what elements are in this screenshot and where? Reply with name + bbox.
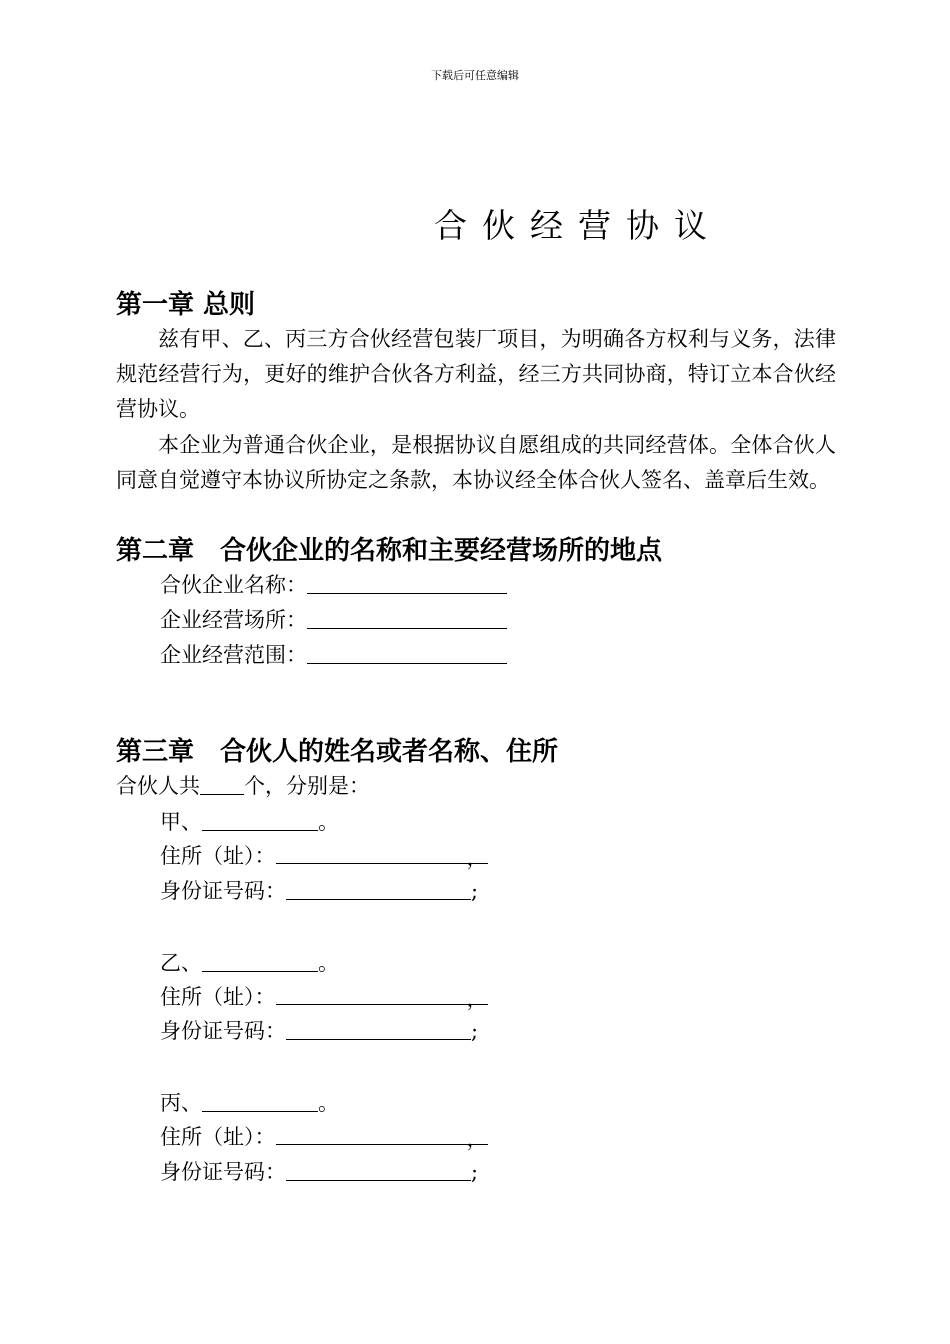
partner-a-label: 甲、 — [160, 810, 202, 834]
partner-b-address-label: 住所（址）： — [160, 985, 276, 1009]
partner-b-end: 。 — [318, 951, 339, 975]
partner-count-suffix: 个，分别是： — [244, 774, 370, 798]
partner-c-label: 丙、 — [160, 1091, 202, 1115]
partner-b-address-field[interactable] — [276, 984, 488, 1011]
partner-a-end: 。 — [318, 810, 339, 834]
partner-b-label: 乙、 — [160, 951, 202, 975]
business-place-field[interactable] — [307, 608, 507, 629]
partner-count-field[interactable] — [200, 774, 244, 795]
business-scope-field[interactable] — [307, 643, 507, 664]
chapter3-heading: 第三章 合伙人的姓名或者名称、住所 — [116, 737, 559, 767]
business-place-label: 企业经营场所： — [160, 608, 307, 632]
partner-c-name-field[interactable] — [202, 1091, 318, 1112]
enterprise-name-row — [160, 570, 507, 600]
chapter1-heading: 第一章 总则 — [116, 290, 256, 320]
partner-b-name-field[interactable] — [202, 951, 318, 972]
partner-b-id-row — [160, 1016, 478, 1046]
business-scope-label: 企业经营范围： — [160, 643, 307, 667]
partner-c-id-end: ; — [471, 1160, 479, 1184]
partner-a-id-label: 身份证号码： — [160, 879, 286, 903]
business-scope-row — [160, 640, 507, 670]
partner-a-name-field[interactable] — [202, 810, 318, 831]
partner-a-id-field[interactable] — [286, 879, 471, 900]
chapter2-heading: 第二章 合伙企业的名称和主要经营场所的地点 — [116, 536, 663, 566]
partner-b-id-field[interactable] — [286, 1019, 471, 1040]
partner-a-address-label: 住所（址）： — [160, 844, 276, 868]
partner-a-address-field[interactable] — [276, 843, 488, 870]
partner-b-name-row — [160, 948, 339, 978]
partner-count-prefix: 合伙人共 — [116, 774, 200, 798]
enterprise-name-label: 合伙企业名称： — [160, 573, 307, 597]
partner-a-name-row — [160, 807, 339, 837]
partner-b-id-label: 身份证号码： — [160, 1019, 286, 1043]
business-place-row — [160, 605, 507, 635]
partner-c-id-label: 身份证号码： — [160, 1160, 286, 1184]
enterprise-name-field[interactable] — [307, 573, 507, 594]
partner-c-id-row — [160, 1157, 478, 1187]
partner-c-address-end: ， — [466, 1127, 488, 1151]
partner-c-address-label: 住所（址）： — [160, 1125, 276, 1149]
partner-a-address-end: ， — [466, 846, 488, 870]
partner-c-address-row — [160, 1122, 488, 1152]
partner-a-address-row — [160, 841, 488, 871]
partner-c-name-row — [160, 1088, 339, 1118]
partner-b-address-row — [160, 982, 488, 1012]
partner-count-row — [116, 771, 370, 801]
partner-a-id-row — [160, 876, 478, 906]
partner-c-address-field[interactable] — [276, 1124, 488, 1151]
partner-b-address-end: ， — [466, 987, 488, 1011]
partner-c-id-field[interactable] — [286, 1160, 471, 1181]
partner-a-id-end: ; — [471, 879, 479, 903]
chapter1-paragraph-2: 本企业为普通合伙企业，是根据协议自愿组成的共同经营体。全体合伙人同意自觉遵守本协议所协定之条款，本协议经全体合伙人签名、盖章后生效。 — [116, 433, 836, 492]
partner-b-id-end: ; — [471, 1019, 479, 1043]
chapter1-paragraph-1: 兹有甲、乙、丙三方合伙经营包装厂项目，为明确各方权利与义务，法律规范经营行为，更好的维护合伙各方利益，经三方共同协商，特订立本合伙经营协议。 — [116, 327, 836, 421]
document-title: 合伙经营协议 — [434, 206, 722, 245]
page-header: 下载后可任意编辑 — [431, 69, 519, 82]
partner-c-end: 。 — [318, 1091, 339, 1115]
